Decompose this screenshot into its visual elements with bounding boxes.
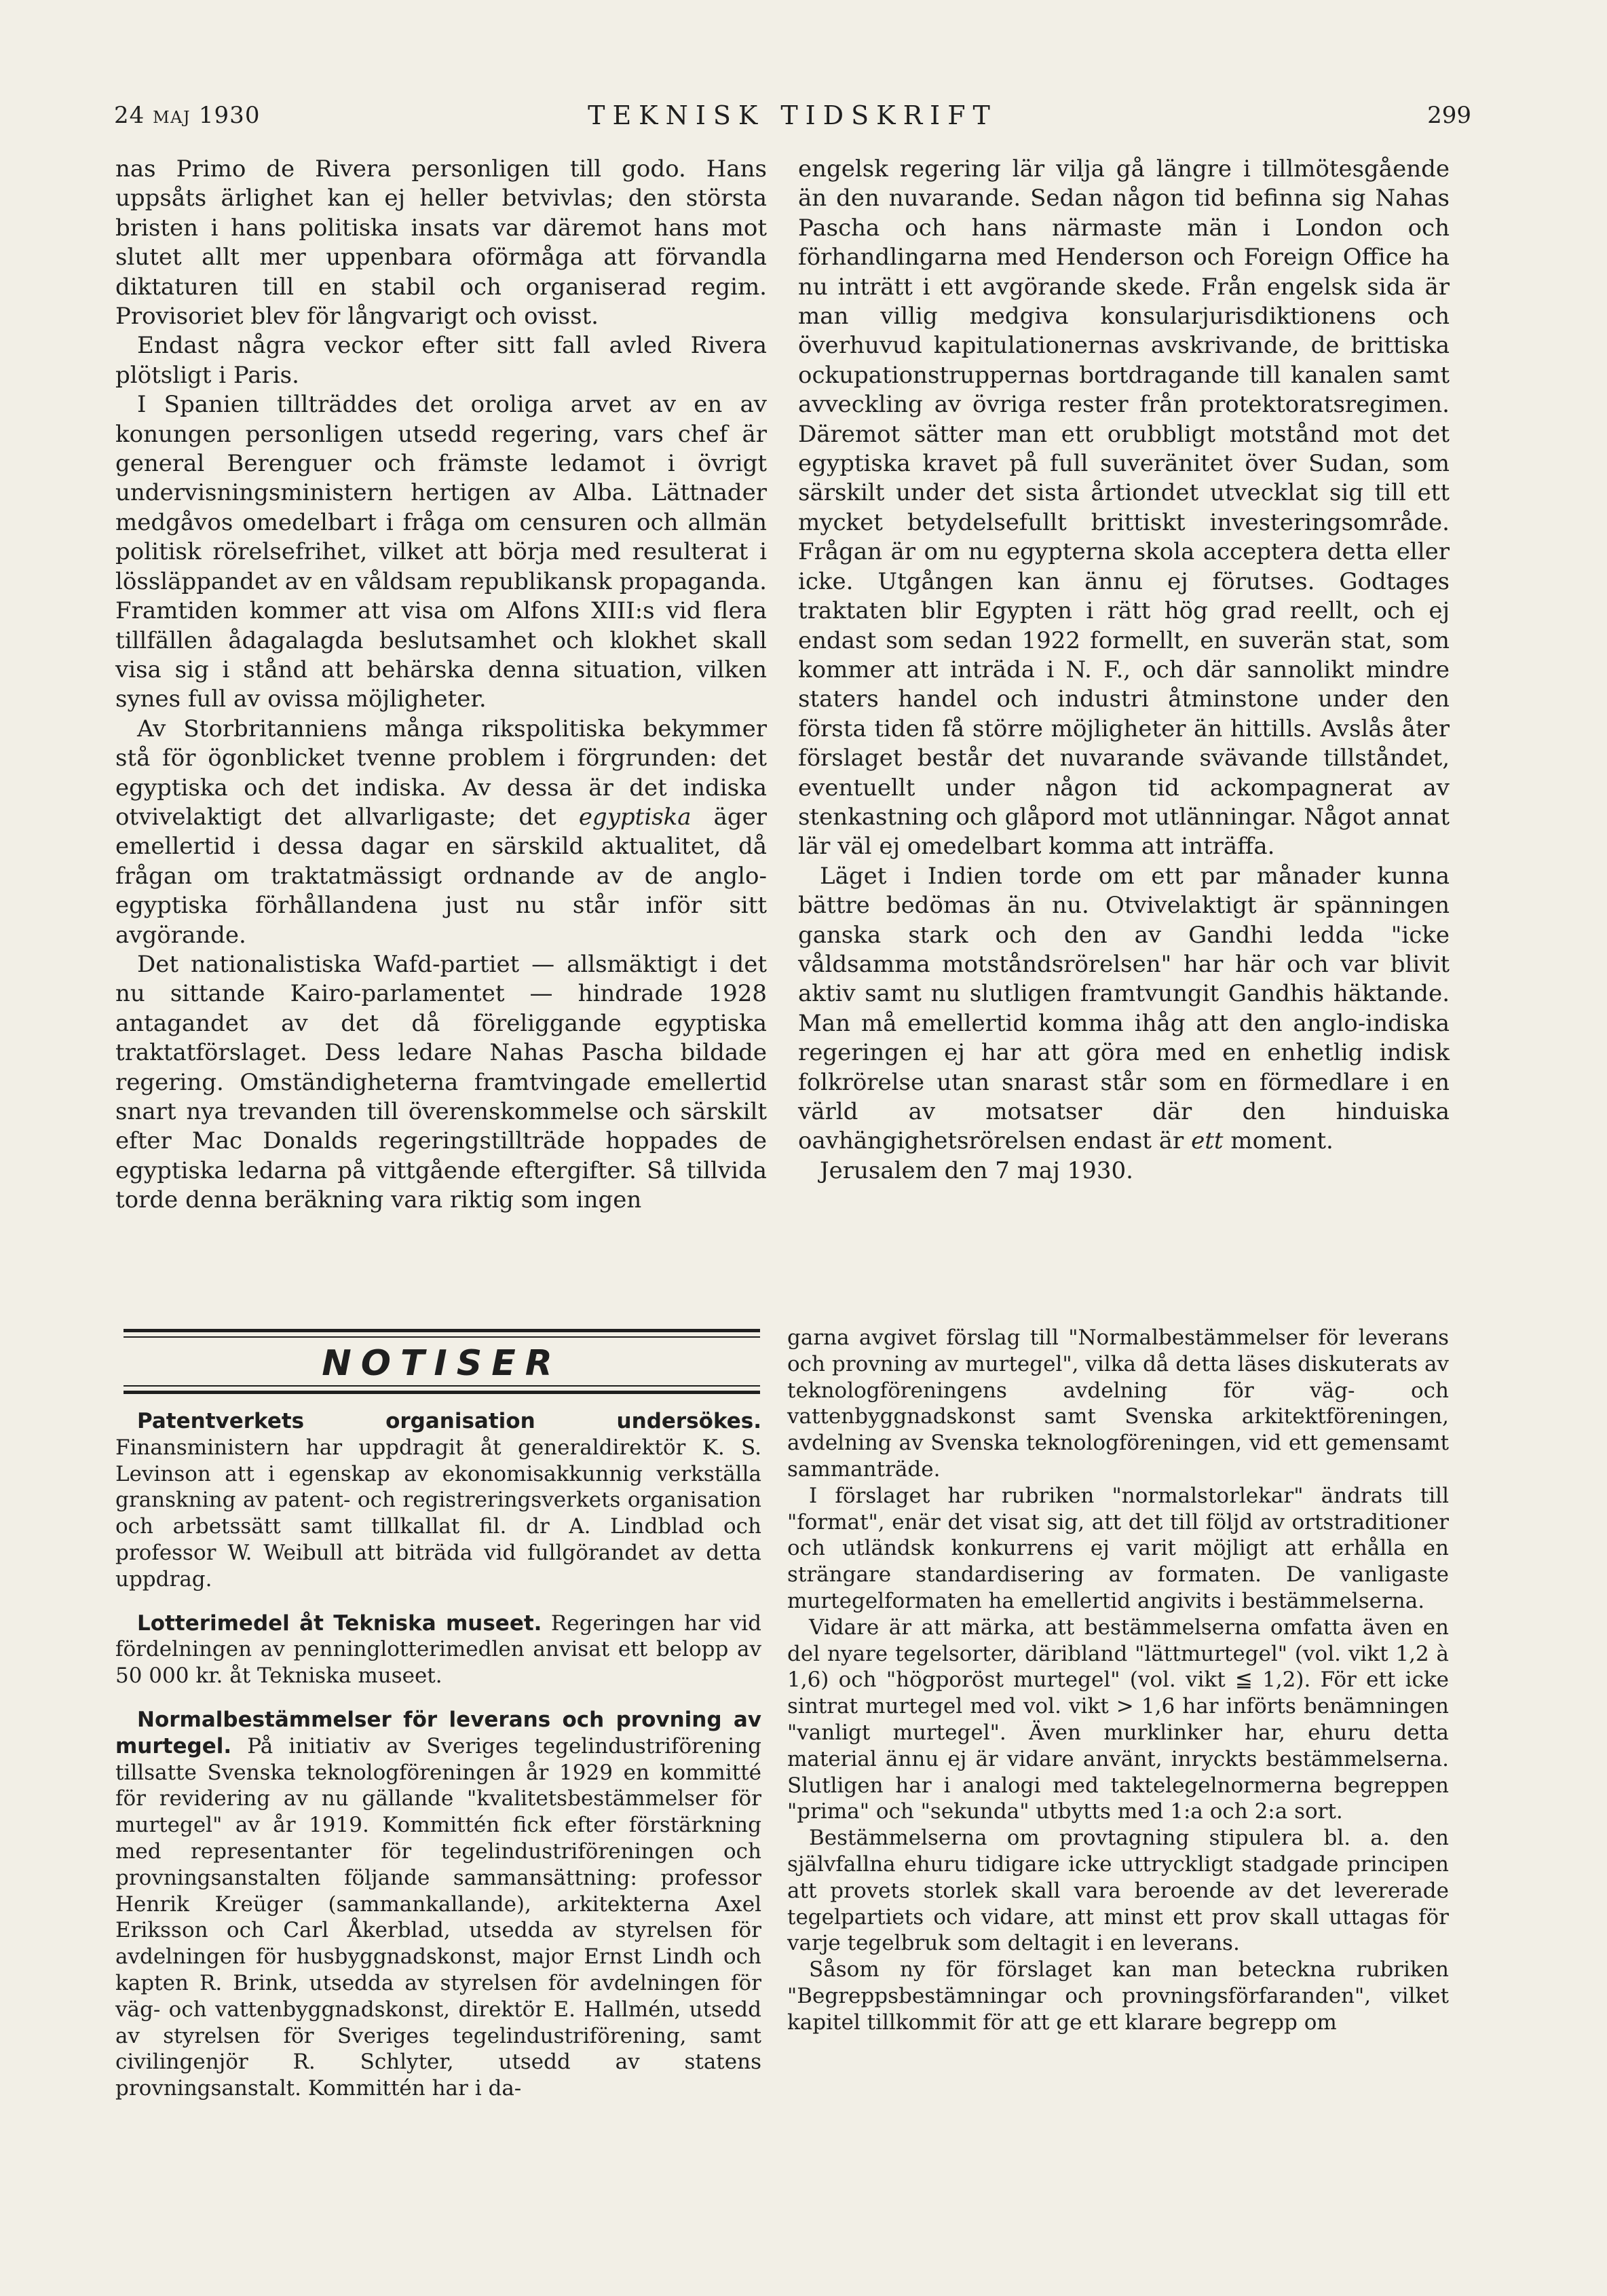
paragraph: Vidare är att märka, att bestämmelserna omfatta även en del nyare tegelsorter, däribland "lättmurtegel" (vol. vikt 1,2 à 1,6) och "högporöst murtegel" (vol. vikt ≦ 1,2). För ett icke sintrat murtegel med vol. vikt > 1,6 har införts benämningen "vanligt murtegel". Även murklinker har, ehuru detta material ännu ej är vidare använt, inryckts bestämmelserna. Slutligen har i analogi med taktelegelnormerna begreppen "prima" och "sekunda" utbytts med 1:a och 2:a sort. (787, 1615, 1449, 1824)
notiser-column-left (115, 1408, 761, 2102)
section-header-box (124, 1329, 760, 1394)
notice-patentverket: Patentverkets organisation undersökes. Finansministern har uppdragit åt generaldirektör K. S. Levinson att i egenskap av ekonomisakkunnig verkställa granskning av patent- och registreringsverkets organisation och arbetssätt samt tillkallat fil. dr A. Lindblad och professor W. Weibull att biträda vid fullgörandet av detta uppdrag. (115, 1409, 761, 1592)
paragraph: Det nationalistiska Wafd-partiet — allsmäktigt i det nu sittande Kairo-parlamentet — hindrade 1928 antagandet av det då föreliggande egyptiska traktatförslaget. Dess ledare Nahas Pascha bildade regering. Omständigheterna framtvingade emellertid snart nya trevanden till överenskommelse och särskilt efter Mac Donalds regeringstillträde hoppades de egyptiska ledarna på vittgående eftergifter. Så tillvida torde denna beräkning vara riktig som ingen (115, 950, 767, 1214)
paragraph: nas Primo de Rivera personligen till godo. Hans uppsåts ärlighet kan ej heller betvivlas; den största bristen i hans politiska insats var däremot hans mot slutet allt mer uppenbara oförmåga att förvandla diktaturen till en stabil och organiserad regim. Provisoriet blev för långvarigt och ovisst. (115, 155, 767, 331)
notice-heading: Normalbestämmelser för leverans och provning av murtegel. (115, 1707, 761, 1758)
paragraph: I Spanien tillträddes det oroliga arvet av en av konungen personligen utsedd regering, vars chef är general Berenguer och främste ledamot i övrigt undervisningsministern hertigen av Alba. Lättnader medgåvos omedelbart i fråga om censuren och allmän politisk rörelsefrihet, vilket att börja med resulterat i lössläppandet av en våldsam republikansk propaganda. Framtiden kommer att visa om Alfons XIII:s vid flera tillfällen ådagalagda beslutsamhet och klokhet skall visa sig i stånd att behärska denna situation, vilken synes full av ovissa möjligheter. (115, 391, 767, 713)
notice-heading: Lotterimedel åt Tekniska museet. (137, 1611, 542, 1636)
article-column-right (798, 155, 1450, 1186)
paragraph: Av Storbritanniens många rikspolitiska bekymmer stå för ögonblicket tvenne problem i förgrunden: det egyptiska och det indiska. Av dessa är det indiska otvivelaktigt det allvarligaste; det egyptiska äger emellertid i dessa dagar en särskild aktualitet, då frågan om traktatmässigt ordnande av de anglo-egyptiska förhållandena just nu står inför sitt avgörande. (115, 715, 767, 949)
emphasis: ett (1191, 1127, 1224, 1155)
paragraph: I förslaget har rubriken "normalstorlekar" ändrats till "format", enär det visat sig, att det till följd av ortstraditioner och utländsk konkurrens ej varit möjligt att erhålla en strängare standardisering av formaten. De vanligaste murtegelformaten ha emellertid angivits i bestämmelserna. (787, 1483, 1449, 1613)
paragraph: Läget i Indien torde om ett par månader kunna bättre bedömas än nu. Otvivelaktigt är spänningen ganska stark och den av Gandhi ledda "icke våldsamma motståndsrörelsen" har här och var blivit aktiv samt nu slutligen framtvungit Gandhis häktande. Man må emellertid komma ihåg att den anglo-indiska regeringen ej har att göra med en enhetlig indisk folkrörelse utan snarast står som en förmedlare i en värld av motsatser där den hinduiska oavhängighetsrörelsen endast är ett moment. (798, 862, 1450, 1155)
paragraph: garna avgivet förslag till "Normalbestämmelser för leverans och provning av murtegel", vilka då detta läses diskuterats av teknologföreningens avdelning för väg- och vattenbyggnadskonst samt Svenska arkitektföreningen, avdelning av Svenska teknologföreningen, vid ett gemensamt sammanträde. (787, 1325, 1449, 1482)
dateline: Jerusalem den 7 maj 1930. (820, 1156, 1133, 1184)
journal-title: TEKNISK TIDSKRIFT (588, 100, 998, 130)
paragraph: Såsom ny för förslaget kan man beteckna rubriken "Begreppsbestämningar och provningsförfaranden", vilket kapitel tillkommit för att ge ett klarare begrepp om (787, 1957, 1449, 2035)
article-column-left (115, 155, 767, 1216)
page-number: 299 (1427, 102, 1471, 129)
emphasis: egyptiska (578, 803, 692, 831)
paragraph: Bestämmelserna om provtagning stipulera bl. a. den självfallna ehuru tidigare icke uttryckligt stadgade principen att provets storlek skall vara beroende av det levererade tegelpartiets och vidare, att minst ett prov skall uttagas för varje tegelbruk som deltagit i en leverans. (787, 1826, 1449, 1956)
section-title: NOTISER (322, 1343, 562, 1384)
notice-lotterimedel: Lotterimedel åt Tekniska museet. Regeringen har vid fördelningen av penninglotterimedlen anvisat ett belopp av 50 000 kr. åt Tekniska museet. (115, 1611, 761, 1689)
notice-heading: Patentverkets organisation undersökes. (137, 1409, 761, 1433)
notiser-column-right (787, 1325, 1449, 2036)
paragraph: Endast några veckor efter sitt fall avled Rivera plötsligt i Paris. (115, 332, 767, 389)
issue-date: 24 MAJ 1930 (114, 102, 261, 129)
paragraph: engelsk regering lär vilja gå längre i tillmötesgående än den nuvarande. Sedan någon tid befinna sig Nahas Pascha och hans närmaste män i London och förhandlingarna med Henderson och Foreign Office ha nu inträtt i ett avgörande skede. Från engelsk sida är man villig medgiva konsularjurisdiktionens och överhuvud kapitulationernas avskrivande, de brittiska ockupationstruppernas bortdragande till kanalen samt avveckling av övriga rester från protektoratsregimen. Däremot sätter man ett orubbligt motstånd mot det egyptiska kravet på full suveränitet över Sudan, som särskilt under det sista årtiondet utvecklat sig till ett mycket betydelsefullt brittiskt investeringsområde. Frågan är om nu egypterna skola acceptera detta eller icke. Utgången kan ännu ej förutses. Godtages traktaten blir Egypten i rätt hög grad reellt, och ej endast som sedan 1922 formellt, en suverän stat, som kommer att inträda i N. F., och där sannolikt mindre staters handel och industri åtminstone under den första tiden få större möjligheter än hittills. Avslås åter förslaget består det nuvarande svävande tillståndet, eventuellt under någon tid ackompagnerat av stenkastning och glåpord mot utlänningar. Något annat lär väl ej omedelbart komma att inträffa. (798, 155, 1450, 861)
notice-normalbestammelser: Normalbestämmelser för leverans och provning av murtegel. På initiativ av Sveriges tegelindustriförening tillsatte Svenska teknologföreningen år 1929 en kommitté för revidering av nu gällande "kvalitetsbestämmelser för murtegel" av år 1919. Kommittén fick efter förstärkning med representanter för tegelindustriföreningen och provningsanstalten följande sammansättning: professor Henrik Kreüger (sammankallande), arkitekterna Axel Eriksson och Carl Åkerblad, utsedda av styrelsen för avdelningen för husbyggnadskonst, major Ernst Lindh och kapten R. Brink, utsedda av styrelsen för avdelningen för väg- och vattenbyggnadskonst, direktör E. Hallmén, utsedd av styrelsen för Sveriges tegelindustriförening, samt civilingenjör R. Schlyter, utsedd av statens provningsanstalt. Kommittén har i da- (115, 1707, 761, 2101)
page-header (114, 95, 1471, 136)
